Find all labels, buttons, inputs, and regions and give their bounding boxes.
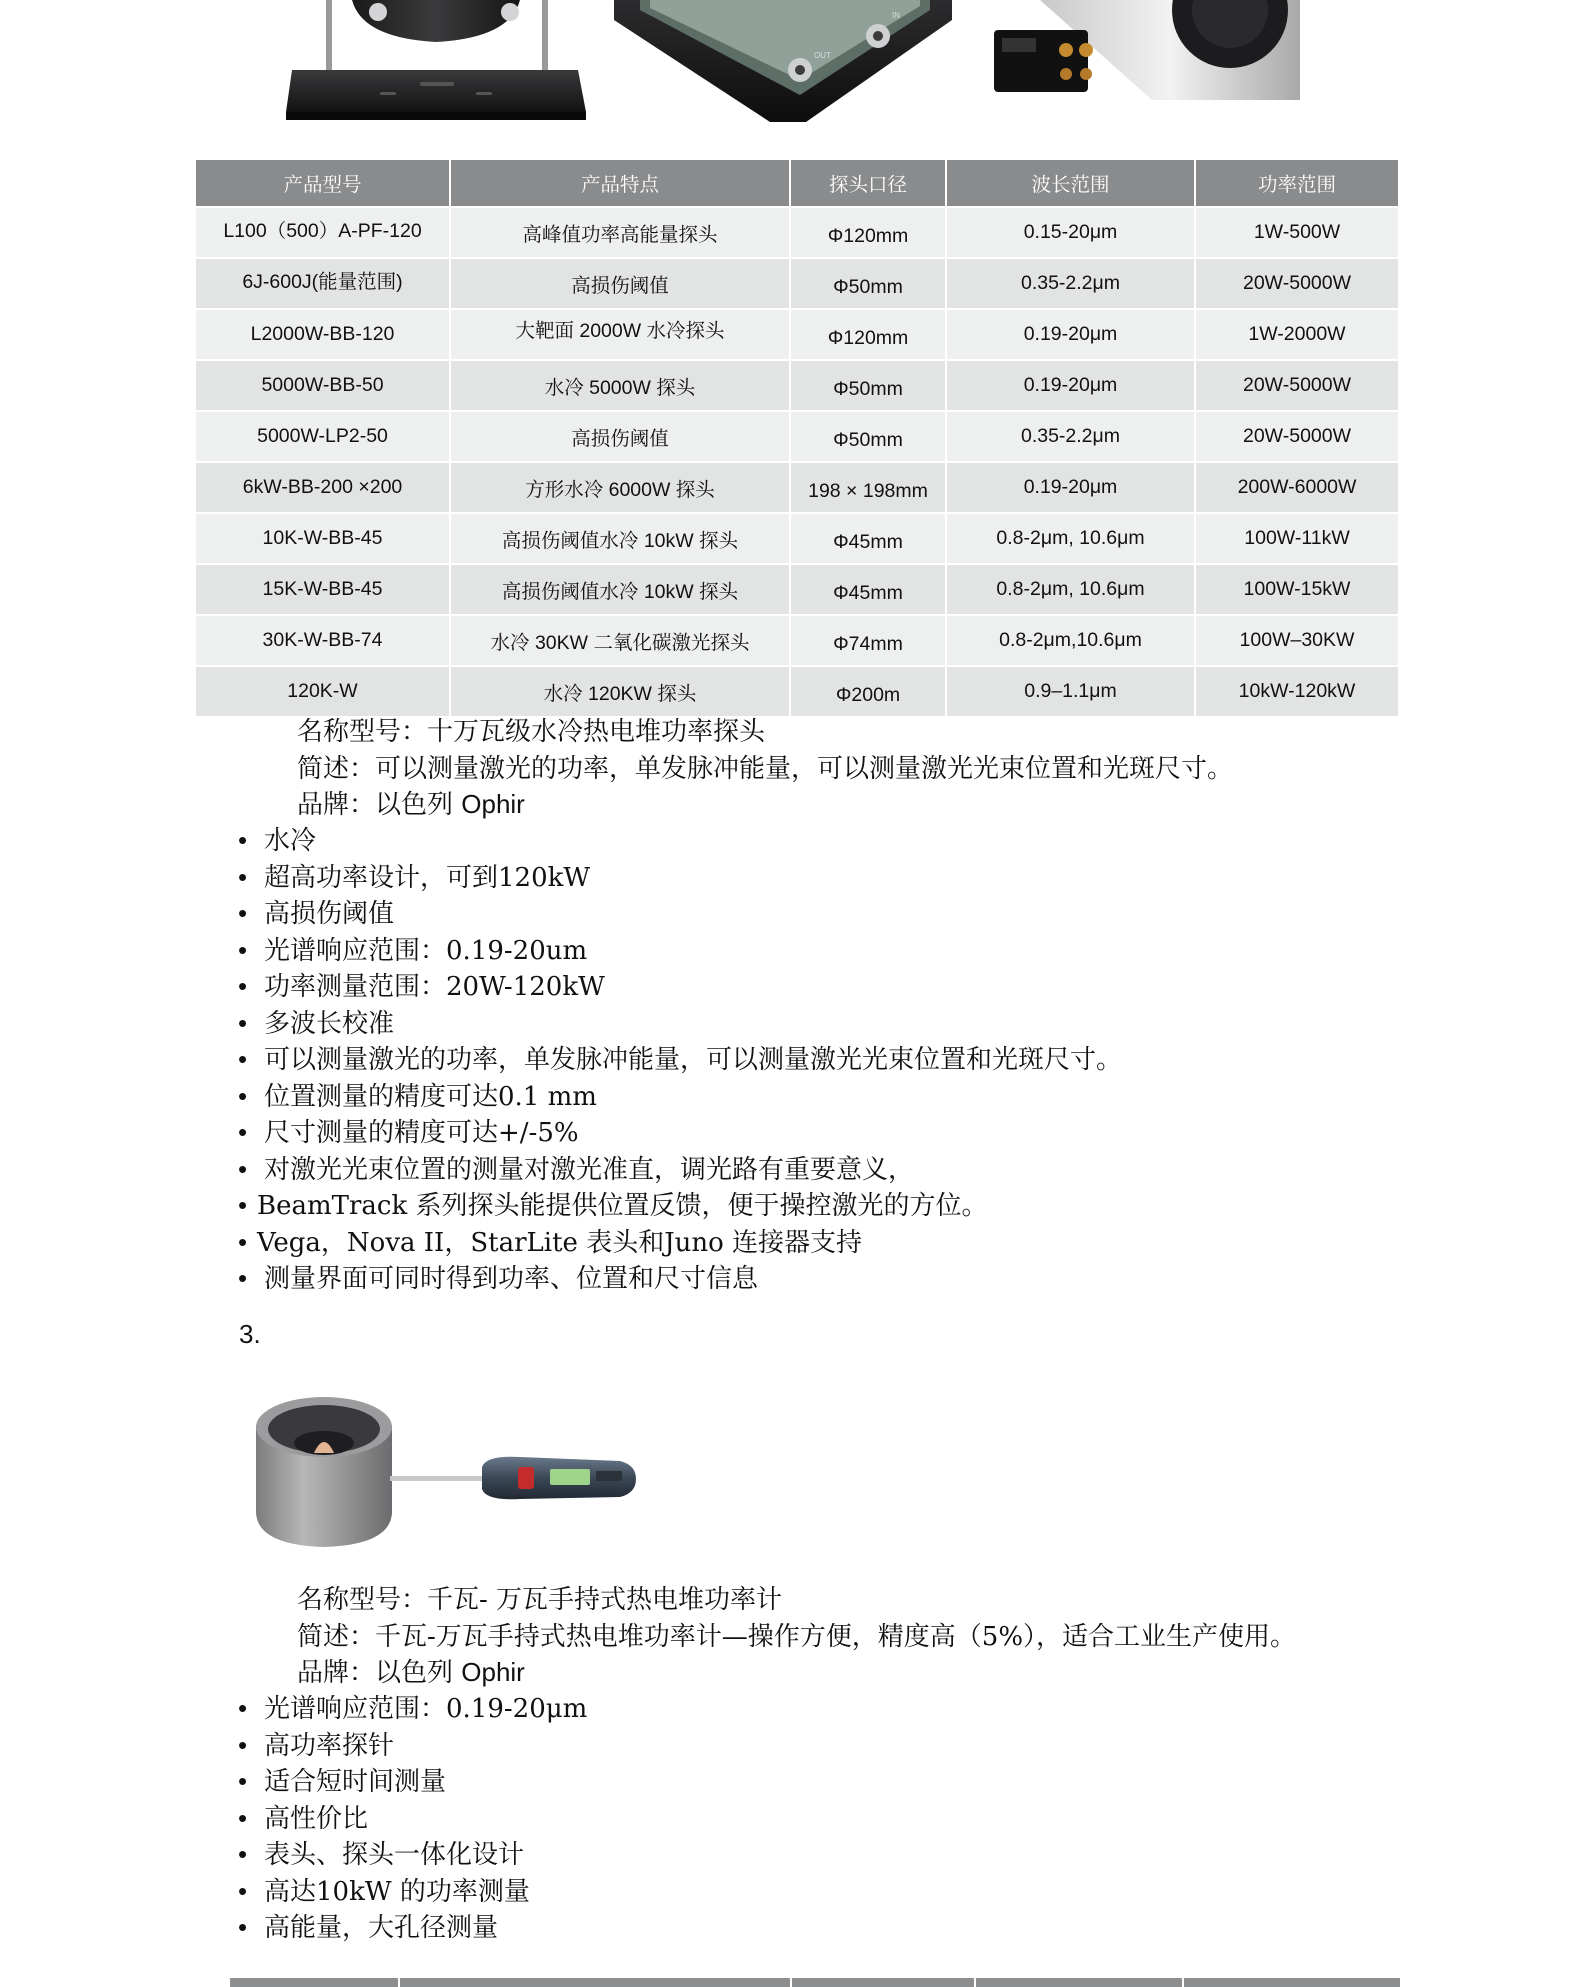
list-item: • 高能量，大孔径测量 — [238, 1909, 498, 1946]
table-row — [196, 309, 1398, 360]
cell-model: 10K-W-BB-45 — [262, 527, 383, 549]
list-item: • 高功率探针 — [238, 1727, 394, 1764]
header-model: 产品型号 — [196, 160, 450, 207]
table-row — [196, 360, 1398, 411]
cell-aperture: Φ200m — [835, 684, 901, 706]
cell-power: 20W-5000W — [1242, 374, 1352, 396]
cell-model: L2000W-BB-120 — [250, 323, 395, 345]
bullet-icon: • — [238, 935, 248, 965]
table-row — [196, 462, 1398, 513]
list-item: • 高性价比 — [238, 1800, 368, 1837]
cell-model: 5000W-BB-50 — [261, 374, 384, 396]
cell-features: 水冷 5000W 探头 — [544, 376, 696, 399]
table-row — [196, 564, 1398, 615]
list-item: • 测量界面可同时得到功率、位置和尺寸信息 — [238, 1260, 758, 1297]
cell-model: 30K-W-BB-74 — [262, 629, 383, 651]
bullet-icon: • — [238, 1081, 248, 1111]
bullet-icon: • — [238, 1766, 248, 1796]
cell-power: 20W-5000W — [1242, 272, 1352, 294]
list-item: • 光谱响应范围：0.19-20um — [238, 932, 587, 969]
list-item: • BeamTrack 系列探头能提供位置反馈，便于操控激光的方位。 — [238, 1187, 988, 1224]
list-item: • 尺寸测量的精度可达+/-5% — [238, 1114, 579, 1151]
product-photos — [0, 0, 1587, 150]
cell-power: 20W-5000W — [1242, 425, 1352, 447]
cell-features: 水冷 30KW 二氧化碳激光探头 — [490, 631, 750, 654]
bullet-icon: • — [238, 825, 248, 855]
handheld-power-meter-photo — [250, 1395, 640, 1555]
cell-wavelength: 0.19-20μm — [1023, 476, 1118, 498]
cell-model: 15K-W-BB-45 — [262, 578, 383, 600]
next-table-header-edge — [230, 1978, 1400, 1987]
header-wavelength: 波长范围 — [946, 160, 1195, 207]
cell-wavelength: 0.8-2μm, 10.6μm — [996, 578, 1145, 600]
cell-features: 高损伤阈值 — [571, 427, 669, 450]
list-item: • 水冷 — [238, 822, 316, 859]
cell-features: 方形水冷 6000W 探头 — [525, 478, 715, 501]
section-number: 3. — [239, 1319, 261, 1349]
section3-name: 名称型号：千瓦- 万瓦手持式热电堆功率计 — [297, 1585, 783, 1615]
bullet-icon: • — [238, 1044, 248, 1074]
cell-features: 水冷 120KW 探头 — [543, 682, 697, 705]
bullet-icon: • — [238, 1008, 248, 1038]
bullet-icon: • — [238, 1730, 248, 1760]
bullet-icon: • — [238, 1190, 248, 1220]
bullet-icon: • — [238, 1839, 248, 1869]
cell-wavelength: 0.19-20μm — [1023, 374, 1118, 396]
cell-features: 高损伤阈值水冷 10kW 探头 — [501, 529, 739, 552]
cell-features: 大靶面 2000W 水冷探头 — [515, 319, 725, 342]
svg-text:IN: IN — [892, 11, 900, 20]
cell-wavelength: 0.35-2.2μm — [1020, 272, 1121, 294]
list-item: • 对激光光束位置的测量对激光准直，调光路有重要意义， — [238, 1151, 914, 1188]
bullet-icon: • — [238, 1876, 248, 1906]
cell-model: L100（500）A-PF-120 — [223, 219, 422, 242]
power-meter-box-photo — [614, 0, 952, 122]
table-row — [196, 513, 1398, 564]
section3-brand: 品牌：以色列 Ophir — [297, 1657, 525, 1688]
cell-power: 200W-6000W — [1237, 476, 1357, 498]
cell-wavelength: 0.15-20μm — [1023, 221, 1118, 243]
cell-aperture: Φ50mm — [833, 429, 903, 451]
spec-table — [196, 160, 1398, 716]
list-item: • 高损伤阈值 — [238, 895, 394, 932]
list-item: • 超高功率设计，可到120kW — [238, 859, 590, 896]
list-item: • 多波长校准 — [238, 1005, 394, 1042]
list-item: • 高达10kW 的功率测量 — [238, 1873, 530, 1910]
list-item: • 可以测量激光的功率，单发脉冲能量，可以测量激光光束位置和光斑尺寸。 — [238, 1041, 1122, 1078]
header-aperture: 探头口径 — [790, 160, 946, 207]
cell-wavelength: 0.8-2μm, 10.6μm — [996, 527, 1145, 549]
bullet-icon: • — [238, 1154, 248, 1184]
cell-aperture: Φ50mm — [833, 276, 903, 298]
table-row — [196, 615, 1398, 666]
bullet-icon: • — [238, 1912, 248, 1942]
bullet-icon: • — [238, 898, 248, 928]
cell-aperture: 198 × 198mm — [808, 480, 928, 502]
cell-model: 6J-600J(能量范围) — [242, 270, 403, 293]
list-item: • 表头、探头一体化设计 — [238, 1836, 524, 1873]
cell-wavelength: 0.19-20μm — [1023, 323, 1118, 345]
bullet-icon: • — [238, 1117, 248, 1147]
cell-aperture: Φ45mm — [833, 582, 903, 604]
cell-power: 10kW-120kW — [1238, 680, 1356, 702]
cell-wavelength: 0.35-2.2μm — [1020, 425, 1121, 447]
section3-description: 简述：千瓦-万瓦手持式热电堆功率计—操作方便，精度高（5%），适合工业生产使用。 — [297, 1622, 1297, 1652]
list-item: • 位置测量的精度可达0.1 mm — [238, 1078, 597, 1115]
bullet-icon: • — [238, 862, 248, 892]
cell-features: 高损伤阈值水冷 10kW 探头 — [501, 580, 739, 603]
table-row — [196, 258, 1398, 309]
cell-features: 高峰值功率高能量探头 — [522, 223, 718, 246]
bullet-icon: • — [238, 1803, 248, 1833]
list-item: • 光谱响应范围：0.19-20μm — [238, 1690, 587, 1727]
cell-power: 100W–30KW — [1239, 629, 1355, 651]
product2-name: 名称型号：十万瓦级水冷热电堆功率探头 — [297, 717, 766, 747]
list-item: • 适合短时间测量 — [238, 1763, 446, 1800]
cell-power: 100W-15kW — [1243, 578, 1351, 600]
cell-aperture: Φ45mm — [833, 531, 903, 553]
list-item: • Vega，Nova II，StarLite 表头和Juno 连接器支持 — [238, 1224, 862, 1261]
header-power: 功率范围 — [1195, 160, 1398, 207]
water-cooled-head-photo — [994, 0, 1300, 100]
spec-table-header — [196, 160, 1398, 207]
cell-model: 5000W-LP2-50 — [257, 425, 388, 447]
table-row — [196, 411, 1398, 462]
cell-power: 100W-11kW — [1244, 527, 1350, 549]
bullet-icon: • — [238, 1227, 248, 1257]
cell-power: 1W-2000W — [1248, 323, 1346, 345]
product2-brand: 品牌：以色列 Ophir — [297, 789, 525, 820]
table-row — [196, 207, 1398, 258]
svg-text:OUT: OUT — [814, 51, 831, 60]
list-item: • 功率测量范围：20W-120kW — [238, 968, 605, 1005]
cell-aperture: Φ120mm — [827, 327, 909, 349]
cell-model: 120K-W — [287, 680, 358, 702]
cell-aperture: Φ74mm — [833, 633, 903, 655]
cell-model: 6kW-BB-200 ×200 — [242, 476, 403, 498]
bullet-icon: • — [238, 1263, 248, 1293]
cell-power: 1W-500W — [1253, 221, 1341, 243]
product2-description: 简述：可以测量激光的功率，单发脉冲能量，可以测量激光光束位置和光斑尺寸。 — [297, 754, 1234, 784]
table-row — [196, 666, 1398, 716]
cell-features: 高损伤阈值 — [571, 274, 669, 297]
bullet-icon: • — [238, 1693, 248, 1723]
cell-aperture: Φ120mm — [827, 225, 909, 247]
cell-aperture: Φ50mm — [833, 378, 903, 400]
integrating-sphere-photo — [286, 0, 586, 120]
header-features: 产品特点 — [450, 160, 790, 207]
cell-wavelength: 0.9–1.1μm — [1024, 680, 1117, 702]
bullet-icon: • — [238, 971, 248, 1001]
cell-wavelength: 0.8-2μm,10.6μm — [999, 629, 1142, 651]
